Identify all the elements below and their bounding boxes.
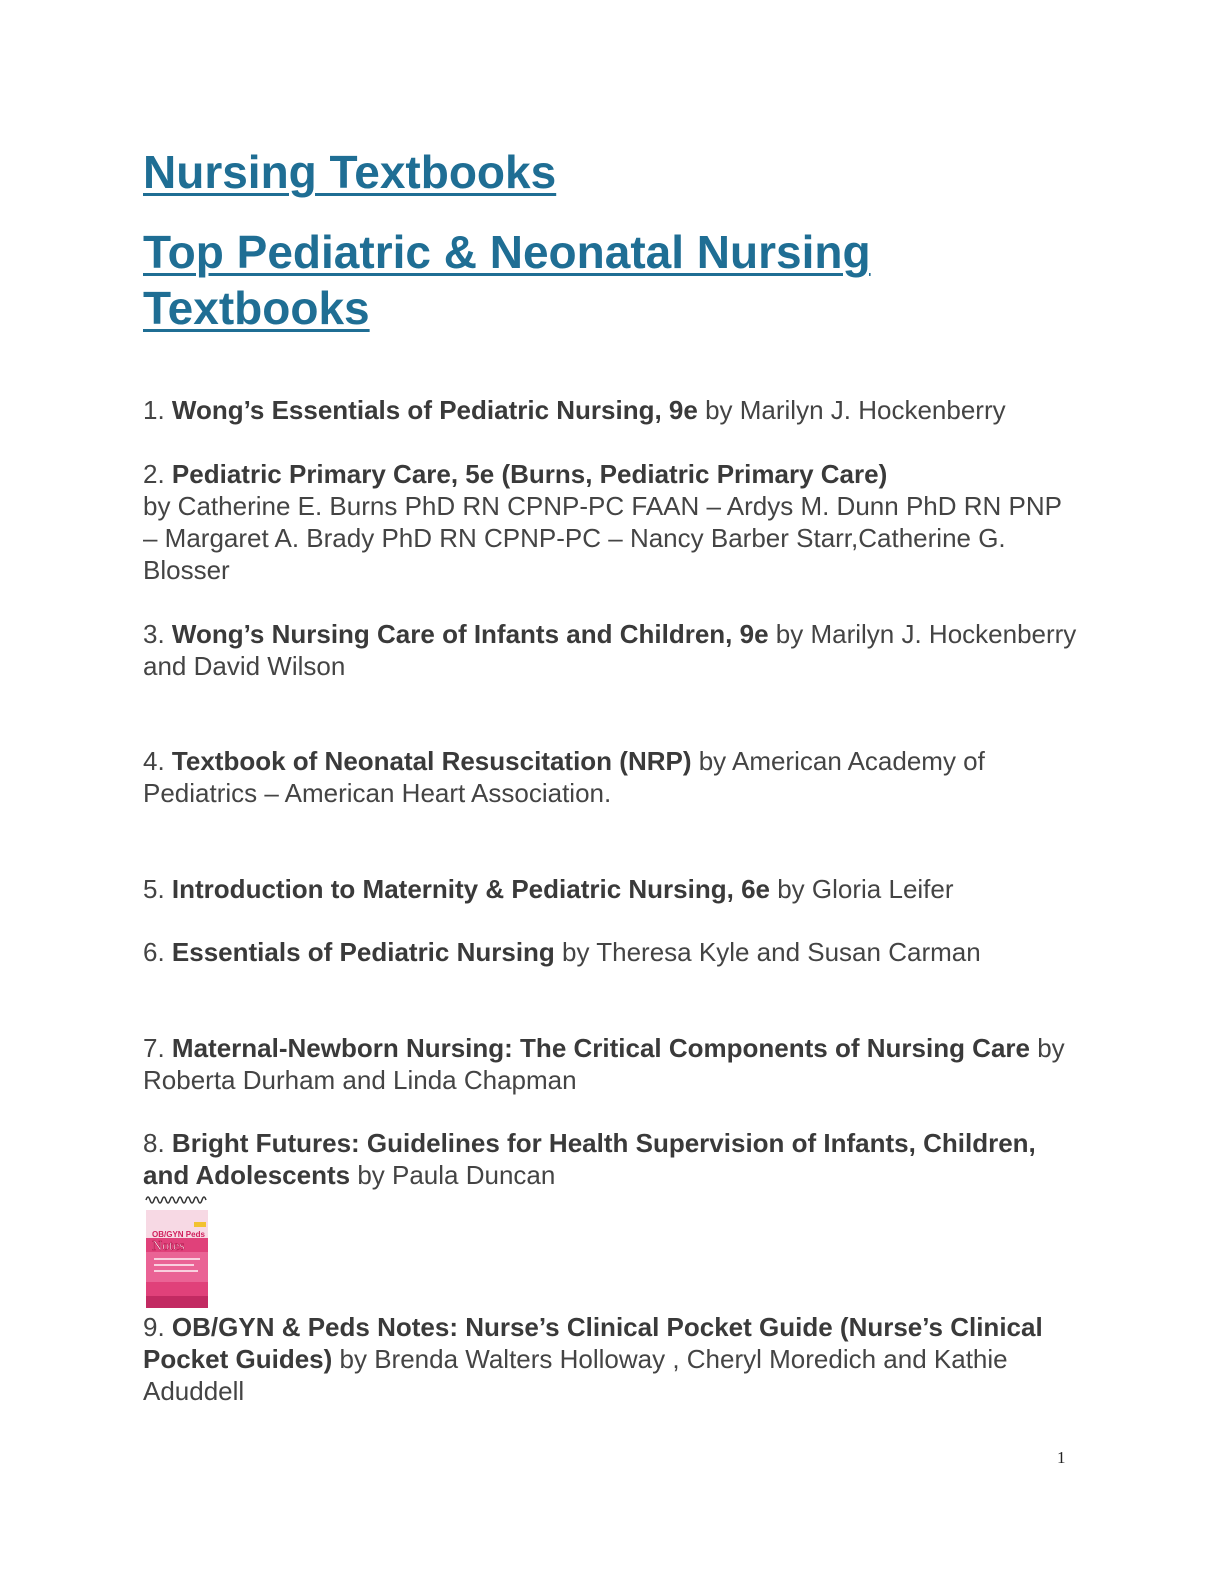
cover-title-line2: Notes xyxy=(152,1239,185,1254)
book-title: Introduction to Maternity & Pediatric Nursing, 6e xyxy=(171,874,770,904)
book-title: Essentials of Pediatric Nursing xyxy=(171,937,555,967)
book-authors: by Roberta Durham and Linda Chapman xyxy=(143,1033,1065,1095)
book-authors: by Catherine E. Burns PhD RN CPNP-PC FAAN – Ardys M. Dunn PhD RN PNP – Margaret A. Brady PhD RN CPNP-PC – Nancy Barber Starr,Catherine G. Blosser xyxy=(143,491,1062,585)
list-item xyxy=(143,1127,1083,1191)
item-number: 5. xyxy=(143,874,172,904)
item-number: 3. xyxy=(143,619,172,649)
list-item xyxy=(143,873,1083,905)
item-number: 1. xyxy=(143,395,172,425)
list-item xyxy=(143,1311,1083,1407)
book-title: Wong’s Essentials of Pediatric Nursing, 9e xyxy=(171,395,698,425)
main-heading-link[interactable]: Nursing Textbooks xyxy=(143,146,557,198)
book-authors: by Marilyn J. Hockenberry and David Wilson xyxy=(143,619,1077,681)
list-item xyxy=(143,1032,1083,1096)
book-authors: by Marilyn J. Hockenberry xyxy=(697,395,1006,425)
subheading-link[interactable]: Top Pediatric & Neonatal Nursing Textbooks xyxy=(143,226,871,334)
book-cover-image xyxy=(144,1192,210,1308)
item-number: 2. xyxy=(143,459,172,489)
book-authors: by Brenda Walters Holloway , Cheryl Moredich and Kathie Aduddell xyxy=(143,1344,1008,1406)
list-item xyxy=(143,936,1083,968)
item-number: 8. xyxy=(143,1128,172,1158)
book-authors: by Gloria Leifer xyxy=(770,874,954,904)
item-number: 4. xyxy=(143,746,172,776)
list-item xyxy=(143,394,1083,426)
book-title: Wong’s Nursing Care of Infants and Children, 9e xyxy=(171,619,769,649)
book-title: Bright Futures: Guidelines for Health Supervision of Infants, Children, and Adolescents xyxy=(143,1128,1036,1190)
book-title: Maternal-Newborn Nursing: The Critical Components of Nursing Care xyxy=(171,1033,1030,1063)
book-authors: by Paula Duncan xyxy=(350,1160,556,1190)
item-number: 9. xyxy=(143,1312,172,1342)
list-item xyxy=(143,745,1083,809)
item-number: 7. xyxy=(143,1033,172,1063)
cover-title-line1: OB/GYN Peds xyxy=(152,1230,205,1239)
book-title: Pediatric Primary Care, 5e (Burns, Pediatric Primary Care) xyxy=(171,459,888,489)
item-number: 6. xyxy=(143,937,172,967)
list-item xyxy=(143,458,1083,586)
book-title: Textbook of Neonatal Resuscitation (NRP) xyxy=(171,746,692,776)
page-number: 1 xyxy=(1057,1448,1066,1467)
book-title: OB/GYN & Peds Notes: Nurse’s Clinical Pocket Guide (Nurse’s Clinical Pocket Guides) xyxy=(143,1312,1043,1374)
book-authors: by Theresa Kyle and Susan Carman xyxy=(554,937,981,967)
list-item xyxy=(143,618,1083,682)
book-authors: by American Academy of Pediatrics – American Heart Association. xyxy=(143,746,985,808)
